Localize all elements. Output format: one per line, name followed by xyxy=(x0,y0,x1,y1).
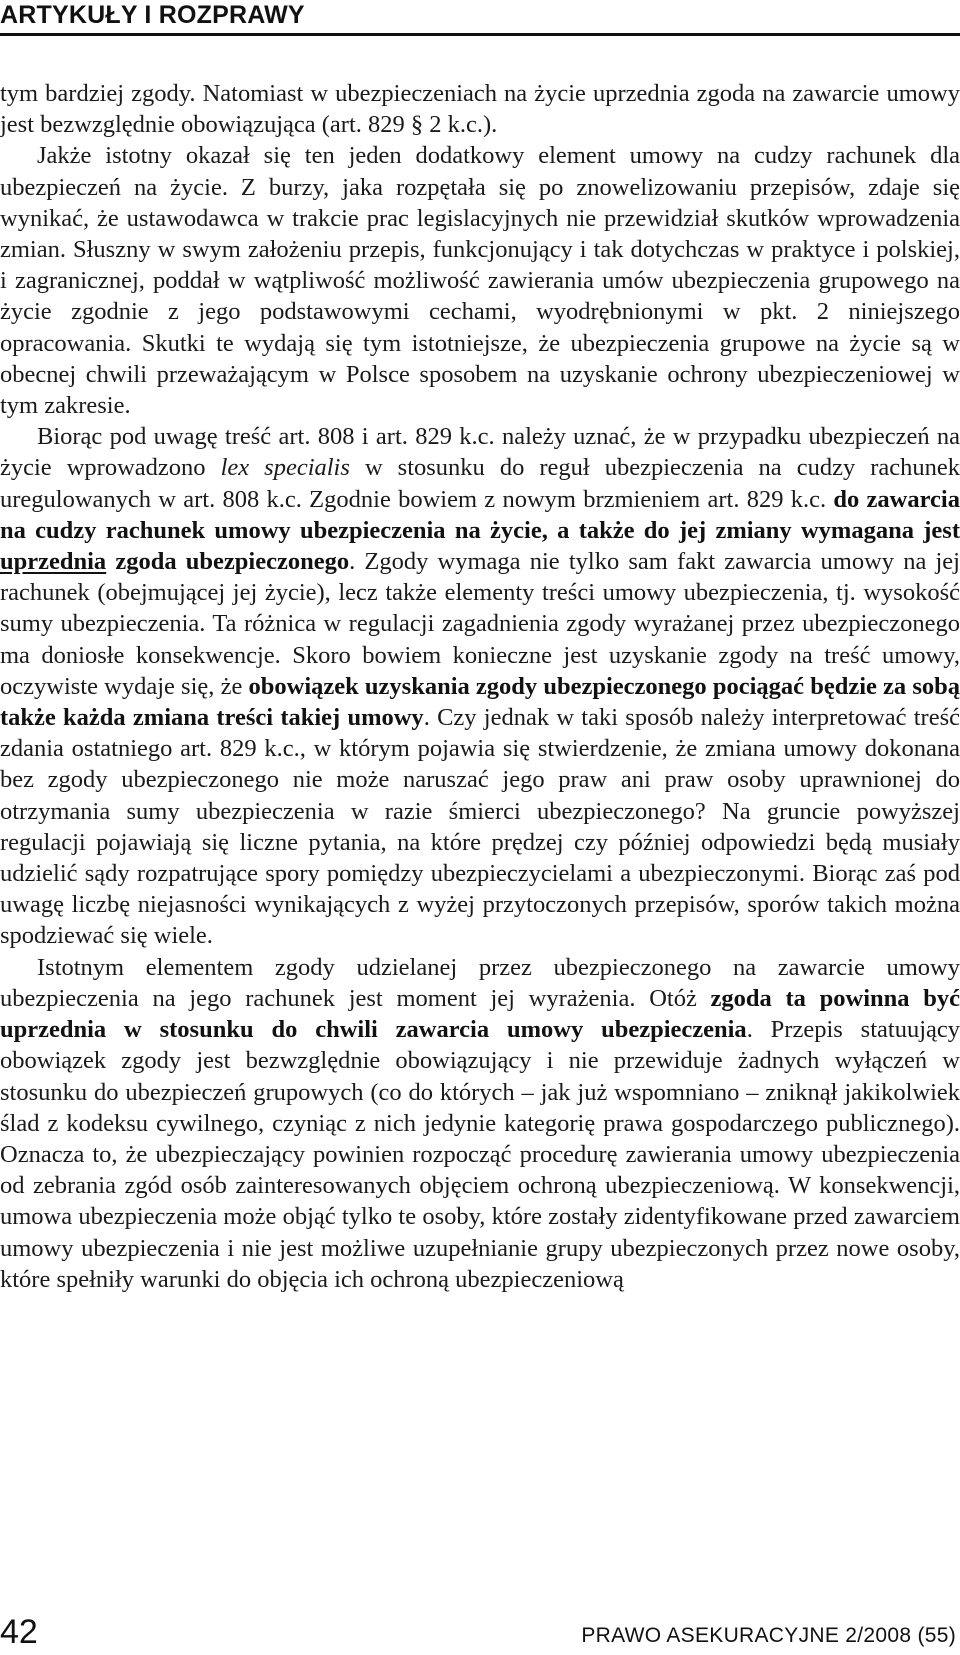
paragraph-3-text-c: . Zgody wymaga nie tylko sam fakt zawarcia umowy na jej rachunek (obejmującej jej życie), lecz także elementy treści umowy ubezpieczenia, tj. wysokość sumy ubezpieczenia. Ta różnica w regulacji zagadnienia zgody wyrażanej przez ubezpieczonego ma doniosłe konsekwencje. Skoro bowiem konieczne jest uzyskanie zgody na treść umowy, oczywiste wydaje się, że xyxy=(0,548,960,700)
header-rule xyxy=(0,33,960,36)
paragraph-4-text-a: Istotnym elementem zgody udzielanej przez ubezpieczonego na zawarcie umowy ubezpieczenia na jego rachunek jest moment jej wyrażenia. Otóż xyxy=(0,953,960,1012)
page-footer xyxy=(0,1612,960,1652)
emphasis-quote-2: zgoda ubezpieczonego xyxy=(106,548,350,576)
journal-title: PRAWO ASEKURACYJNE 2/2008 (55) xyxy=(581,1624,956,1647)
paragraph-3-text-d: . Czy jednak w taki sposób należy interpretować treść zdania ostatniego art. 829 k.c., w którym pojawia się stwierdzenie, że zmiana umowy dokonana bez zgody ubezpieczonego nie może naruszać jego praw ani praw osoby uprawnionej do otrzymania sumy ubezpieczenia w razie śmierci ubezpieczonego? Na gruncie powyższej regulacji pojawiają się liczne pytania, na które prędzej czy później odpowiedzi będą musiały udzielić sądy rozpatrujące spory pomiędzy ubezpieczycielami a ubezpieczonymi. Biorąc zaś pod uwagę liczbę niejasności wynikających z wyżej przytoczonych przepisów, sporów takich można spodziewać się wiele. xyxy=(0,704,960,950)
paragraph-3-text-a: Biorąc pod uwagę treść art. 808 i art. 829 k.c. należy uznać, że w przypadku ubezpieczeń na życie wprowadzono xyxy=(0,423,960,482)
latin-term: lex specialis xyxy=(220,454,350,482)
emphasis-quote-1: do zawarcia na cudzy rachunek umowy ubezpieczenia na życie, a także do jej zmiany wymagana jest xyxy=(0,485,960,544)
emphasis-underlined: uprzednia xyxy=(0,548,107,576)
emphasis-obligation: obowiązek uzyskania zgody ubezpieczonego pociągać będzie za sobą także każda zmiana treści takiej umowy xyxy=(0,672,960,732)
paragraph-3 xyxy=(0,421,960,951)
paragraph-4 xyxy=(0,952,960,1295)
article-body xyxy=(0,78,960,1295)
paragraph-3-text-b: w stosunku do reguł ubezpieczenia na cudzy rachunek uregulowanych w art. 808 k.c. Zgodnie bowiem z nowym brzmieniem art. 829 k.c. xyxy=(0,454,960,513)
paragraph-4-text-b: . Przepis statuujący obowiązek zgody jest bezwzględnie obowiązujący i nie przewiduje żadnych wyłączeń w stosunku do ubezpieczeń grupowych (co do których – jak już wspomniano – zniknął jakikolwiek ślad z kodeksu cywilnego, czyniąc z nich jedynie kategorię prawa gospodarczego publicznego). Oznacza to, że ubezpieczający powinien rozpocząć procedurę zawierania umowy ubezpieczenia od zebrania zgód osób zainteresowanych objęciem ochroną ubezpieczeniową. W konsekwencji, umowa ubezpieczenia może objąć tylko te osoby, które zostały zidentyfikowane przed zawarciem umowy ubezpieczenia i nie jest możliwe uzupełnianie grupy ubezpieczonych przez nowe osoby, które spełniły warunki do objęcia ich ochroną ubezpieczeniową xyxy=(0,1016,960,1293)
section-title: ARTYKUŁY I ROZPRAWY xyxy=(0,1,305,29)
page-number: 42 xyxy=(0,1613,38,1651)
paragraph-1: tym bardziej zgody. Natomiast w ubezpieczeniach na życie uprzednia zgoda na zawarcie umowy jest bezwzględnie obowiązująca (art. 829 § 2 k.c.). xyxy=(0,80,960,139)
paragraph-2: Jakże istotny okazał się ten jeden dodatkowy element umowy na cudzy rachunek dla ubezpieczeń na życie. Z burzy, jaka rozpętała się po znowelizowaniu przepisów, zdaje się wynikać, że ustawodawca w trakcie prac legislacyjnych nie przewidział skutków wprowadzenia zmian. Słuszny w swym założeniu przepis, funkcjonujący i tak dotychczas w praktyce i polskiej, i zagranicznej, poddał w wątpliwość możliwość zawierania umów ubezpieczenia grupowego na życie zgodnie z jego podstawowymi cechami, wyodrębnionymi w pkt. 2 niniejszego opracowania. Skutki te wydają się tym istotniejsze, że ubezpieczenia grupowe na życie są w obecnej chwili przeważającym w Polsce sposobem na uzyskanie ochrony ubezpieczeniowej w tym zakresie. xyxy=(0,142,960,420)
emphasis-prior-consent: zgoda ta powinna być uprzednia w stosunku do chwili zawarcia umowy ubezpieczenia xyxy=(0,984,960,1044)
